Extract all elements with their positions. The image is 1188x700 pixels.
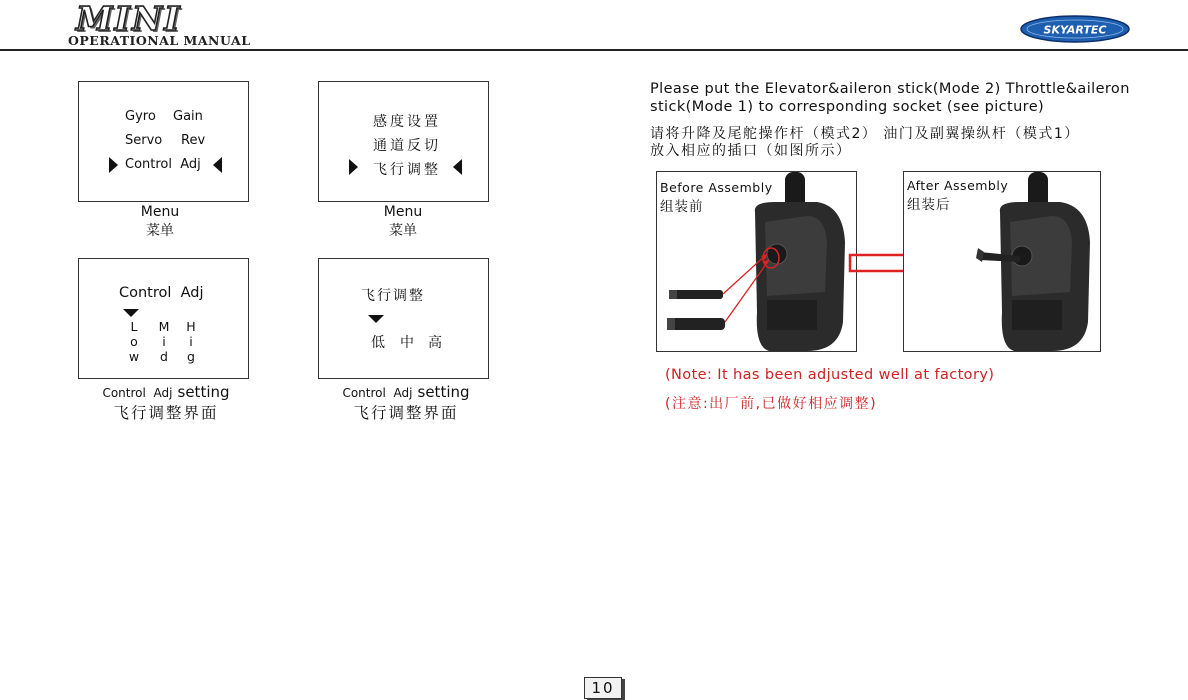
menu-caption-en [75,204,245,240]
selector-right-arrow-icon [109,157,118,173]
instruction-cn-line1: 请将升降及尾舵操作杆（模式2） 油门及副翼操纵杆（模式1） [650,126,1080,142]
level-letter: L [130,319,138,334]
level-letter: g [187,349,195,364]
adj-caption-cn-cn: 飞行调整界面 [353,404,459,422]
after-label-cn: 组装后 [907,197,951,213]
logo-title: MINI [76,0,182,38]
after-label-en: After Assembly [907,178,1009,193]
menu-item-control-adj: Control Adj [125,157,201,172]
menu-item-rev-cn: 通道反切 [373,138,441,154]
level-letter: M [158,319,170,334]
header-rule [0,49,1188,51]
level-letter: o [130,334,138,349]
adj-screen-cn [318,258,489,379]
menu-item-adj-cn: 飞行调整 [373,162,441,178]
menu-item-rev: Rev [181,133,206,148]
adj-caption-en-setting: setting [177,383,230,401]
factory-note-cn: (注意:出厂前,已做好相应调整) [665,396,878,412]
adj-caption-cn-setting: setting [417,383,470,401]
selector-left-arrow-icon [453,159,462,175]
instruction-cn-line2: 放入相应的插口（如图所示） [650,143,852,159]
adj-title-en: Control Adj [119,285,204,301]
level-letter: i [189,334,193,349]
adj-caption-cn [318,382,494,423]
instruction-en-line2: stick(Mode 1) to corresponding socket (see picture) [650,99,1045,115]
level-column-high [185,319,197,364]
selector-down-arrow-icon [123,309,139,317]
adj-screen-en [78,258,249,379]
menu-item-gain: Gain [173,109,203,124]
level-mid-cn: 中 [400,335,414,351]
page-number: 10 [584,677,622,699]
adj-title-cn: 飞行调整 [361,288,425,304]
level-letter: H [186,319,196,334]
menu-caption-cn-line1: Menu [383,204,423,220]
level-column-low [128,319,140,364]
selector-down-arrow-icon [368,315,384,323]
menu-screen-cn [318,81,489,202]
adj-caption-en [78,382,254,423]
level-low-cn: 低 [371,335,385,351]
factory-note-en: (Note: It has been adjusted well at factory) [665,367,995,383]
before-label-en: Before Assembly [660,180,773,195]
level-high-cn: 高 [428,335,442,351]
level-letter: w [128,349,140,364]
before-assembly-photo [656,171,857,352]
level-letter: i [162,334,166,349]
selector-right-arrow-icon [349,159,358,175]
level-letter: d [160,349,168,364]
brand-logo-text: SKYARTEC [1043,23,1107,37]
selector-left-arrow-icon [213,157,222,173]
before-label-cn: 组装前 [660,199,704,215]
menu-caption-en-line2: 菜单 [146,223,174,239]
menu-caption-cn-line2: 菜单 [389,223,417,239]
menu-screen-en [78,81,249,202]
menu-item-servo: Servo [125,133,163,148]
after-assembly-photo [903,171,1101,352]
adj-caption-en-cn: 飞行调整界面 [113,404,219,422]
adj-caption-en-label: Control Adj [102,386,173,400]
menu-caption-cn [318,204,488,240]
logo-subtitle: OPERATIONAL MANUAL [68,33,251,48]
adj-caption-cn-label: Control Adj [342,386,413,400]
instruction-en-line1: Please put the Elevator&aileron stick(Mode 2) Throttle&aileron [650,81,1130,97]
level-column-mid [158,319,170,364]
skyartec-logo [1020,15,1130,43]
menu-item-gyro-cn: 感度设置 [373,114,441,130]
menu-item-gyro: Gyro [125,109,156,124]
menu-caption-en-line1: Menu [140,204,180,220]
